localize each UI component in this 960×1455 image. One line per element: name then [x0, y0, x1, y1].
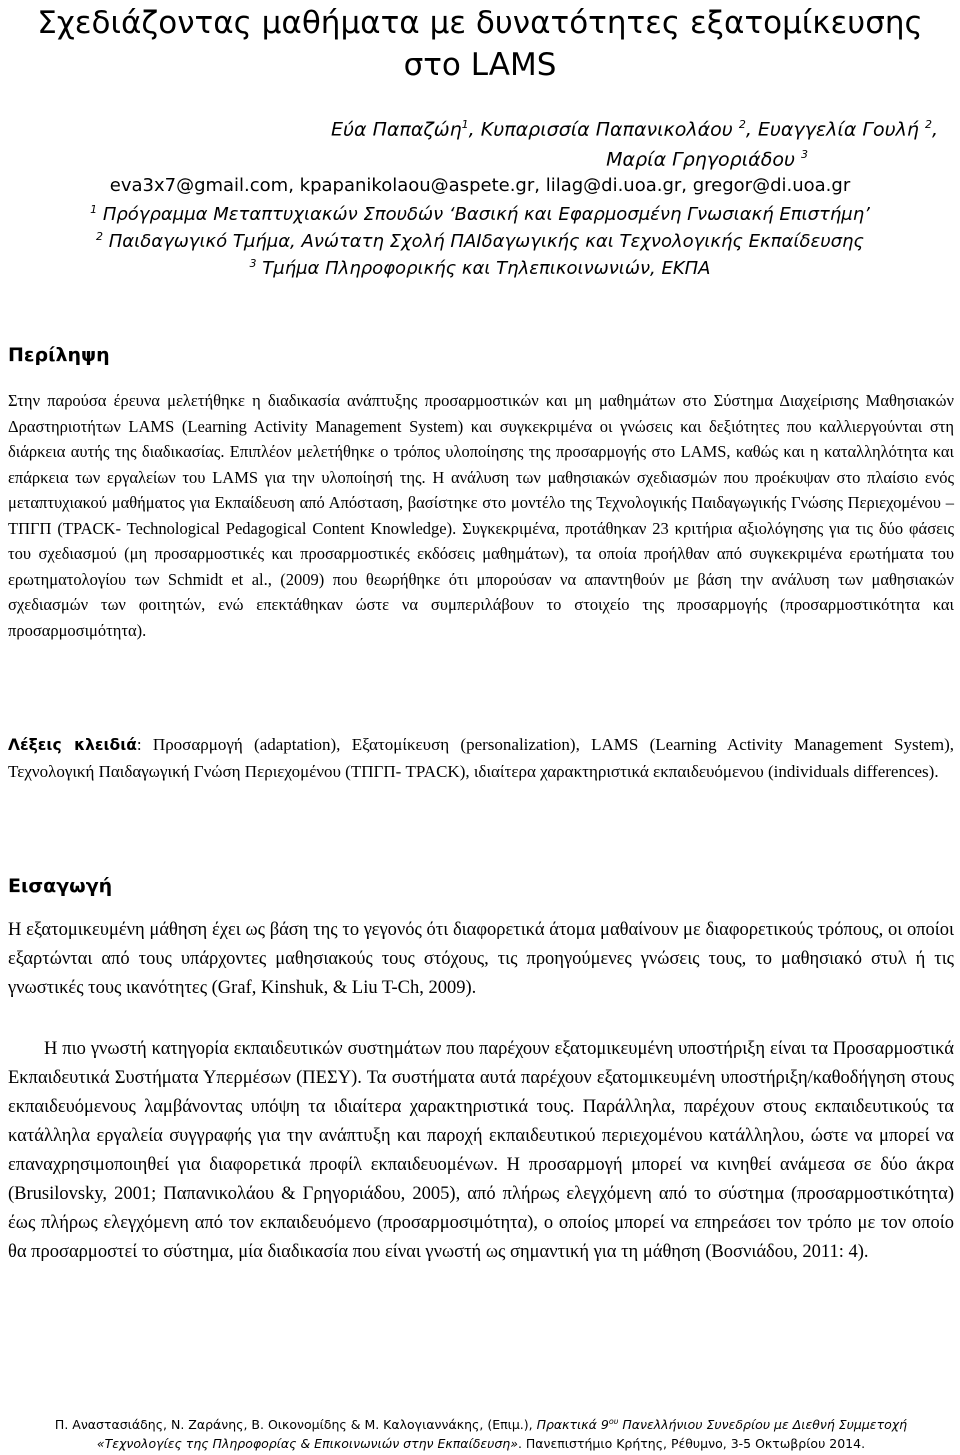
keywords-text: : Προσαρμογή (adaptation), Εξατομίκευση (personalization), LAMS (Learning Activity Management System), Τεχνολογική Παιδαγωγική Γνώση Περιεχομένου (ΤΠΓΠ- TPACK), ιδιαίτερα χαρακτηριστικά εκπαιδευόμενου (individuals differences).: [8, 735, 955, 781]
footer-line-1: Π. Αναστασιάδης, Ν. Ζαράνης, Β. Οικονομίδης & Μ. Καλογιαννάκης, (Επιμ.), Πρακτικά $9^{o\upsilon}$ Πανελλήνιου Συνεδρίου με Διεθνή Συμμετοχή: [54, 1417, 908, 1433]
abstract-heading: Περίληψη: [8, 344, 110, 366]
author-line-2: Μαρία Γρηγοριάδου $^3$: [606, 148, 808, 171]
footer-line-2: «Τεχνολογίες της Πληροφορίας & Επικοινωνιών στην Εκπαίδευση». Πανεπιστήμιο Κρήτης, Ρέθυμνο, 3-5 Οκτωβρίου 2014.: [96, 1436, 866, 1452]
introduction-heading: Εισαγωγή: [8, 875, 113, 897]
keywords: [8, 732, 954, 784]
author-emails: eva3x7@gmail.com, kpapanikolaou@aspete.gr, lilag@di.uoa.gr, gregor@di.uoa.gr: [109, 175, 851, 196]
affiliation-3: $^3$ Τμήμα Πληροφορικής και Τηλεπικοινωνιών, ΕΚΠΑ: [249, 257, 711, 279]
intro-paragraph-1: Η εξατομικευμένη μάθηση έχει ως βάση της το γεγονός ότι διαφορετικά άτομα μαθαίνουν με διαφορετικούς τρόπους, οι οποίοι εξαρτώνται από τους υπάρχοντες μαθησιακούς τους στόχους, τις προηγούμενες γνώσεις τους, το μαθησιακό στυλ ή τις γνωστικές τους ικανότητες (Graf, Kinshuk, & Liu T-Ch, 2009).: [8, 920, 954, 998]
paper-title-line-2: στο LAMS: [403, 47, 557, 83]
paper-title-line-1: Σχεδιάζοντας μαθήματα με δυνατότητες εξατομίκευσης: [37, 5, 923, 41]
abstract-text: Στην παρούσα έρευνα μελετήθηκε η διαδικασία ανάπτυξης προσαρμοστικών και μη μαθημάτων στο Σύστημα Διαχείρισης Μαθησιακών Δραστηριοτήτων LAMS (Learning Activity Management System) και συγκεκριμένα οι γνώσεις και δεξιότητες που καλλιεργούνται στη διάρκεια αυτής της διαδικασίας. Επιπλέον μελετήθηκε ο τρόπος υλοποίησης της προσαρμογής στο LAMS, καθώς και η καταλληλότητα και επάρκεια των εργαλείων του LAMS για την υλοποίησή της. Η ανάλυση των μαθησιακών σχεδιασμών που προέκυψαν στο πλαίσιο ενός μεταπτυχιακού μαθήματος για Εκπαίδευση από Απόσταση, βασίστηκε στο μοντέλο της Τεχνολογικής Παιδαγωγικής Γνώσης Περιεχομένου – ΤΠΓΠ (TPACK- Technological Pedagogical Content Knowledge). Συγκεκριμένα, προτάθηκαν 23 κριτήρια αξιολόγησης για τις δύο φάσεις του σχεδιασμού (μη προσαρμοστικές και προσαρμοστικές εκδόσεις μαθημάτων), τα οποία προήλθαν από συγκεκριμένα ερωτήματα του ερωτηματολογίου των Schmidt et al., (2009) που θεωρήθηκε ότι μπορούσαν να απαντηθούν με βάση την ανάλυση των μαθησιακών σχεδιασμών των φοιτητών, ενώ επεκτάθηκαν ώστε να συμπεριλάβουν το στοιχείο της προσαρμογής (προσαρμοστικότητα και προσαρμοσιμότητα).: [8, 391, 954, 640]
page-footer: [8, 1412, 954, 1453]
keywords-label: Λέξεις κλειδιά: [8, 736, 137, 754]
author-line-1: Εύα Παπαζώη$^1$, Κυπαρισσία Παπανικολάου $^2$, Ευαγγελία Γουλή $^2$,: [331, 118, 938, 141]
author-list: [0, 112, 950, 173]
paper-title: [10, 2, 950, 86]
affiliation-1: $^1$ Πρόγραμμα Μεταπτυχιακών Σπουδών ‘Βασική και Εφαρμοσμένη Γνωσιακή Επιστήμη’: [90, 203, 870, 225]
affiliation-2: $^2$ Παιδαγωγικό Τμήμα, Ανώτατη Σχολή ΠΑΙδαγωγικής και Τεχνολογικής Εκπαίδευσης: [95, 230, 864, 252]
intro-paragraph-2: Η πιο γνωστή κατηγορία εκπαιδευτικών συστημάτων που παρέχουν εξατομικευμένη υποστήριξη είναι τα Προσαρμοστικά Εκπαιδευτικά Συστήματα Υπερμέσων (ΠΕΣΥ). Τα συστήματα αυτά παρέχουν εξατομικευμένη υποστήριξη/καθοδήγηση στους εκπαιδευόμενους λαμβάνοντας υπόψη τα ιδιαίτερα χαρακτηριστικά τους. Παράλληλα, παρέχουν στους εκπαιδευτικούς τα κατάλληλα εργαλεία συγγραφής για την ανάπτυξη και παροχή εκπαιδευτικού περιεχομένου κατάλληλου, ώστε να μπορεί να επαναχρησιμοποιηθεί για διαφορετικά προφίλ εκπαιδευομένων. Η προσαρμογή μπορεί να κινηθεί ανάμεσα σε δύο άκρα (Brusilovsky, 2001; Παπανικολάου & Γρηγοριάδου, 2005), από πλήρως ελεγχόμενη από το σύστημα (προσαρμοστικότητα) έως πλήρως ελεγχόμενη από τον εκπαιδευόμενο (προσαρμοσιμότητα), ο οποίος μπορεί να επηρεάσει τον τρόπο με τον οποίο θα προσαρμοστεί το σύστημα, μία διαδικασία που είναι γνωστή ως σημαντική για τη μάθηση (Βοσνιάδου, 2011: 4).: [8, 1039, 954, 1262]
